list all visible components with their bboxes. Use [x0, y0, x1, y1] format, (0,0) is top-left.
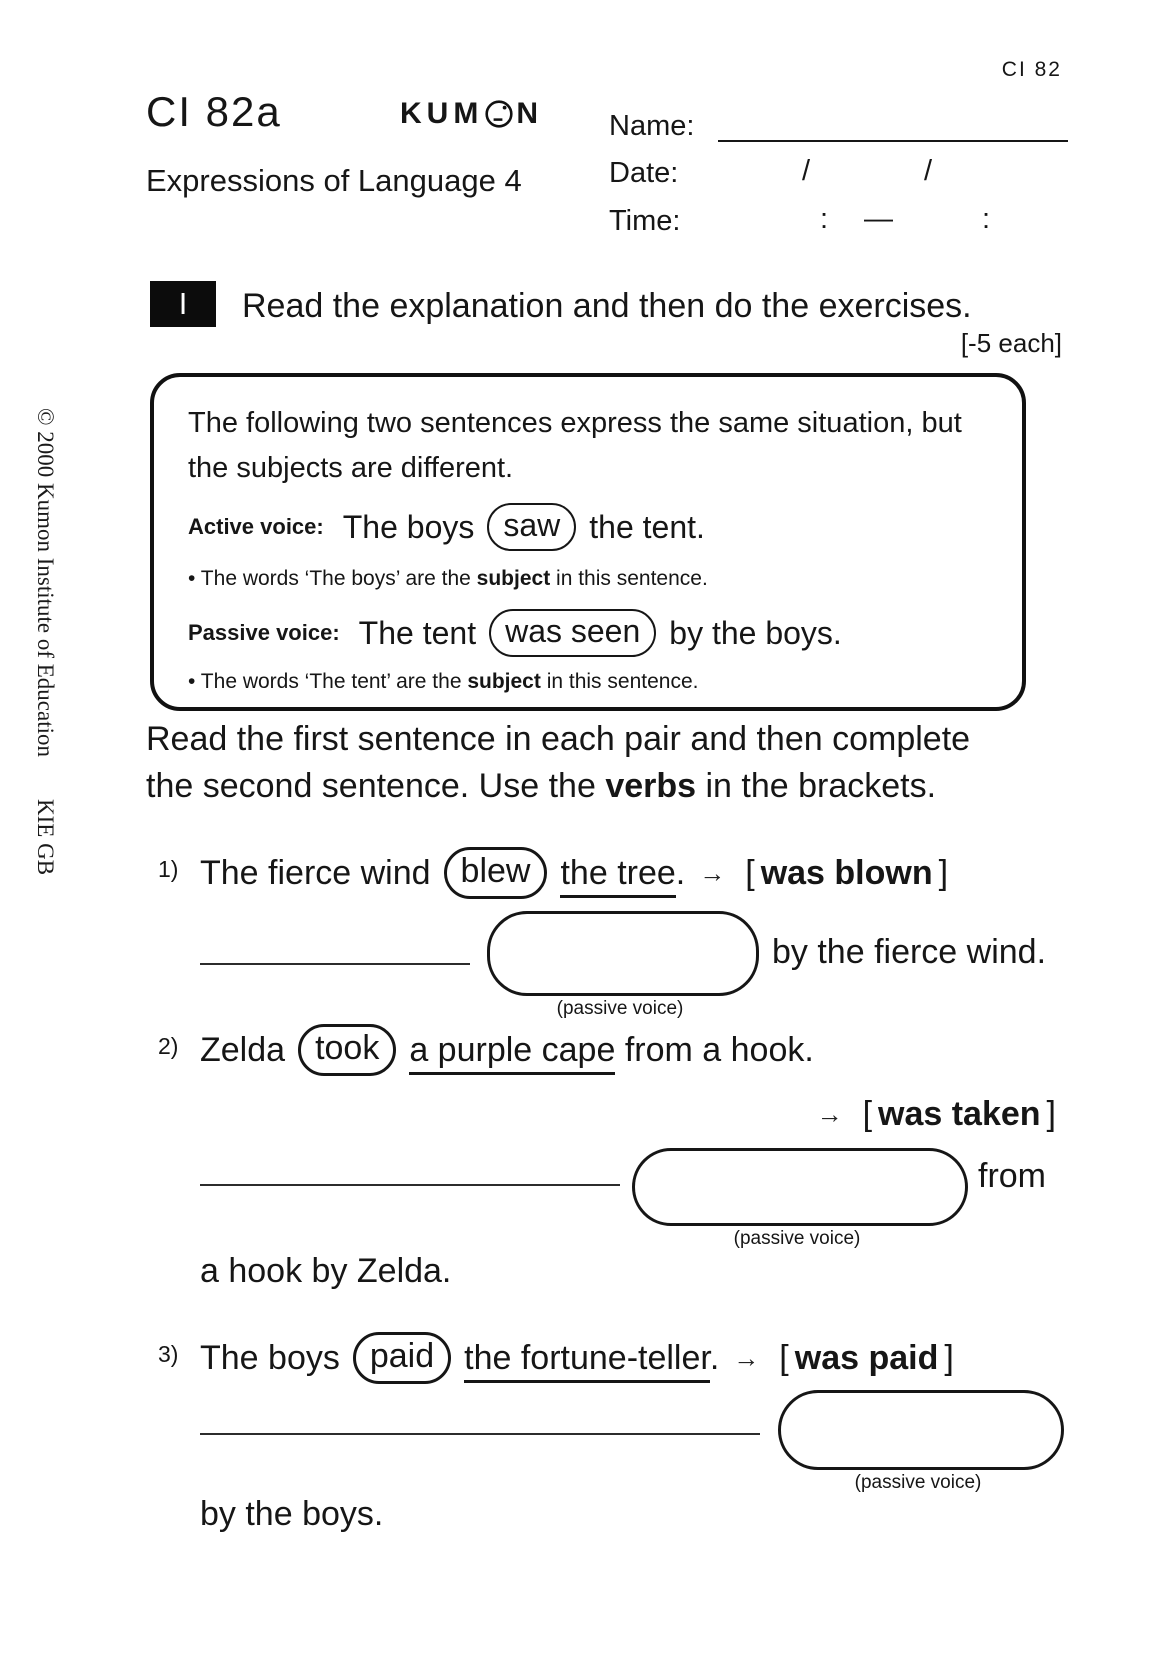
explanation-intro-line2: the subjects are different.: [188, 452, 514, 484]
active-voice-note: • The words ‘The boys’ are the subject in this sentence.: [188, 567, 708, 590]
circled-verb-took: took: [298, 1024, 396, 1076]
worksheet-code: CI 82a: [146, 88, 282, 135]
copyright-text: © 2000 Kumon Institute of Education: [33, 408, 58, 758]
points-note: [-5 each]: [960, 328, 1062, 358]
exercise3-continuation: by the boys.: [200, 1495, 384, 1533]
worksheet-title: Expressions of Language 4: [146, 163, 522, 198]
exercise3-bracket-verb: [ was paid ]: [779, 1338, 954, 1377]
explanation-intro: [188, 401, 962, 491]
passive-voice-subject: The tent: [358, 614, 477, 651]
exercise2-bracket-verb: [ was taken ]: [862, 1094, 1056, 1133]
copyright-sidebar: [32, 408, 58, 875]
exercise1-answer-oval[interactable]: [487, 911, 759, 996]
exercise2-object: a purple cape from a hook.: [409, 1031, 813, 1070]
date-label: Date:: [609, 157, 679, 189]
time-colon-1: :: [820, 203, 829, 235]
exercise2-continuation: a hook by Zelda.: [200, 1252, 452, 1290]
explanation-intro-line1: The following two sentences express the same situation, but: [188, 407, 962, 439]
time-colon-2: :: [982, 203, 991, 235]
circled-verb-saw: saw: [487, 503, 576, 551]
exercise3-answer-oval[interactable]: [778, 1390, 1064, 1470]
exercise2-number: 2): [158, 1033, 179, 1059]
passive-voice-object: by the boys.: [669, 614, 842, 651]
exercise1-answer-suffix: by the fierce wind.: [772, 933, 1047, 971]
circled-verb-paid: paid: [353, 1332, 451, 1384]
instruction-line1: Read the first sentence in each pair and then complete: [146, 720, 971, 758]
passive-voice-row: [188, 609, 842, 657]
exercise2-answer-suffix: from: [978, 1157, 1046, 1195]
exercise1-pre: The fierce wind: [200, 853, 431, 892]
arrow-icon: →: [816, 1098, 843, 1129]
exercise2-sentence: [200, 1022, 814, 1078]
section-marker-box: [150, 281, 216, 327]
corner-page-code: CI 82: [1001, 58, 1062, 81]
explanation-box: [150, 373, 1026, 711]
exercise1-passive-caption: (passive voice): [556, 998, 684, 1019]
date-slash-1: /: [802, 155, 811, 187]
active-voice-row: [188, 503, 705, 551]
passive-voice-note: • The words ‘The tent’ are the subject in this sentence.: [188, 670, 699, 693]
time-label: Time:: [609, 205, 681, 237]
exercise3-answer-line[interactable]: [200, 1433, 760, 1435]
exercise1-number: 1): [158, 856, 179, 882]
arrow-icon: →: [699, 857, 726, 888]
passive-voice-label: Passive voice:: [188, 620, 340, 645]
circled-verb-blew: blew: [444, 847, 548, 899]
section-marker: I: [178, 286, 188, 321]
exercise2-bracket-row: [816, 1090, 1062, 1138]
exercise1-object: the tree.: [560, 854, 685, 893]
exercise3-sentence: [200, 1330, 960, 1386]
exercise-instructions: [146, 716, 970, 810]
logo-text-right: N: [516, 97, 543, 130]
exercise2-pre: Zelda: [200, 1030, 286, 1069]
time-dash: —: [864, 203, 893, 235]
exercise2-answer-oval[interactable]: [632, 1148, 968, 1226]
date-slash-2: /: [924, 155, 933, 187]
arrow-icon: →: [733, 1342, 760, 1373]
publisher-code: KIE GB: [33, 799, 58, 876]
name-input-line[interactable]: [718, 140, 1068, 142]
exercise3-passive-caption: (passive voice): [854, 1472, 982, 1493]
exercise1-answer-line[interactable]: [200, 963, 470, 965]
exercise3-pre: The boys: [200, 1338, 340, 1377]
active-voice-object: the tent.: [589, 508, 705, 545]
circled-verb-was-seen: was seen: [489, 609, 656, 657]
section-heading: Read the explanation and then do the exercises.: [242, 287, 972, 325]
logo-text-left: KUM: [400, 97, 484, 130]
exercise2-answer-line[interactable]: [200, 1184, 620, 1186]
exercise1-bracket-verb: [ was blown ]: [745, 853, 949, 892]
active-voice-subject: The boys: [342, 508, 475, 545]
exercise3-object: the fortune-teller.: [464, 1339, 719, 1378]
kumon-logo: [400, 97, 543, 131]
exercise1-sentence: [200, 845, 954, 901]
exercise3-number: 3): [158, 1341, 179, 1367]
exercise2-passive-caption: (passive voice): [733, 1228, 861, 1249]
active-voice-label: Active voice:: [188, 514, 324, 539]
kumon-face-icon: [483, 99, 516, 129]
name-label: Name:: [609, 110, 695, 142]
instruction-line2: the second sentence. Use the verbs in the brackets.: [146, 767, 937, 805]
